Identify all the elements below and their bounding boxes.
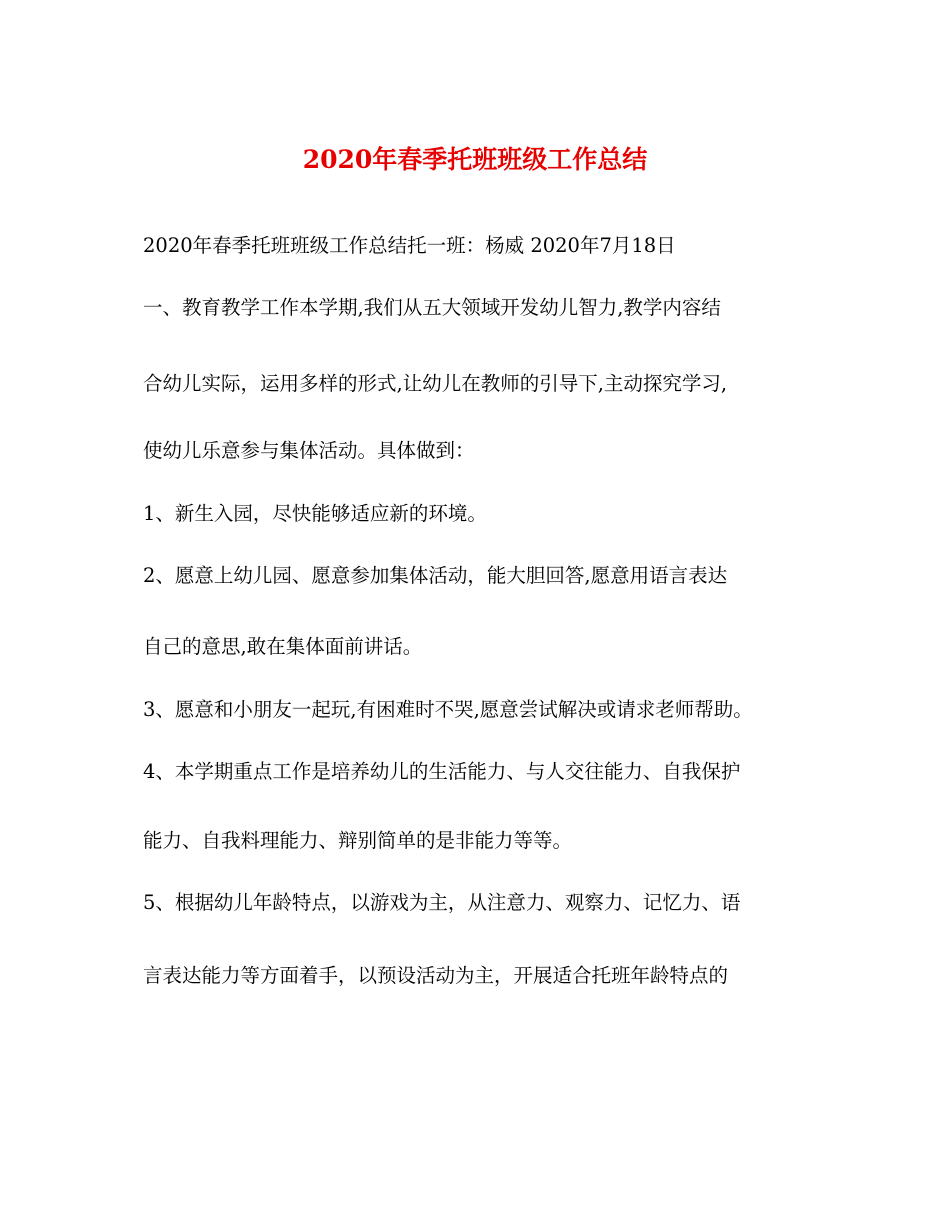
paragraph-line: 能力、自我料理能力、辩别简单的是非能力等等。 [143,829,573,852]
paragraph-line: 使幼儿乐意参与集体活动。具体做到： [143,439,475,462]
paragraph-line: 言表达能力等方面着手，以预设活动为主，开展适合托班年龄特点的 [143,964,729,987]
paragraph-line: 2020年春季托班班级工作总结托一班：杨威 2020年7月18日 [143,234,676,257]
list-item: 5、根据幼儿年龄特点，以游戏为主，从注意力、观察力、记忆力、语 [143,891,741,914]
list-item: 4、本学期重点工作是培养幼儿的生活能力、与人交往能力、自我保护 [143,760,741,783]
document-title: 2020年春季托班班级工作总结 [302,145,648,174]
paragraph-line: 一、教育教学工作本学期,我们从五大领域开发幼儿智力,教学内容结 [143,296,721,319]
list-item: 3、愿意和小朋友一起玩,有困难时不哭,愿意尝试解决或请求老师帮助。 [143,698,753,721]
paragraph-line: 合幼儿实际，运用多样的形式,让幼儿在教师的引导下,主动探究学习, [143,372,728,395]
list-item: 1、新生入园，尽快能够适应新的环境。 [143,502,487,525]
paragraph-line: 自己的意思,敢在集体面前讲话。 [143,635,423,658]
list-item: 2、愿意上幼儿园、愿意参加集体活动，能大胆回答,愿意用语言表达 [143,564,728,587]
